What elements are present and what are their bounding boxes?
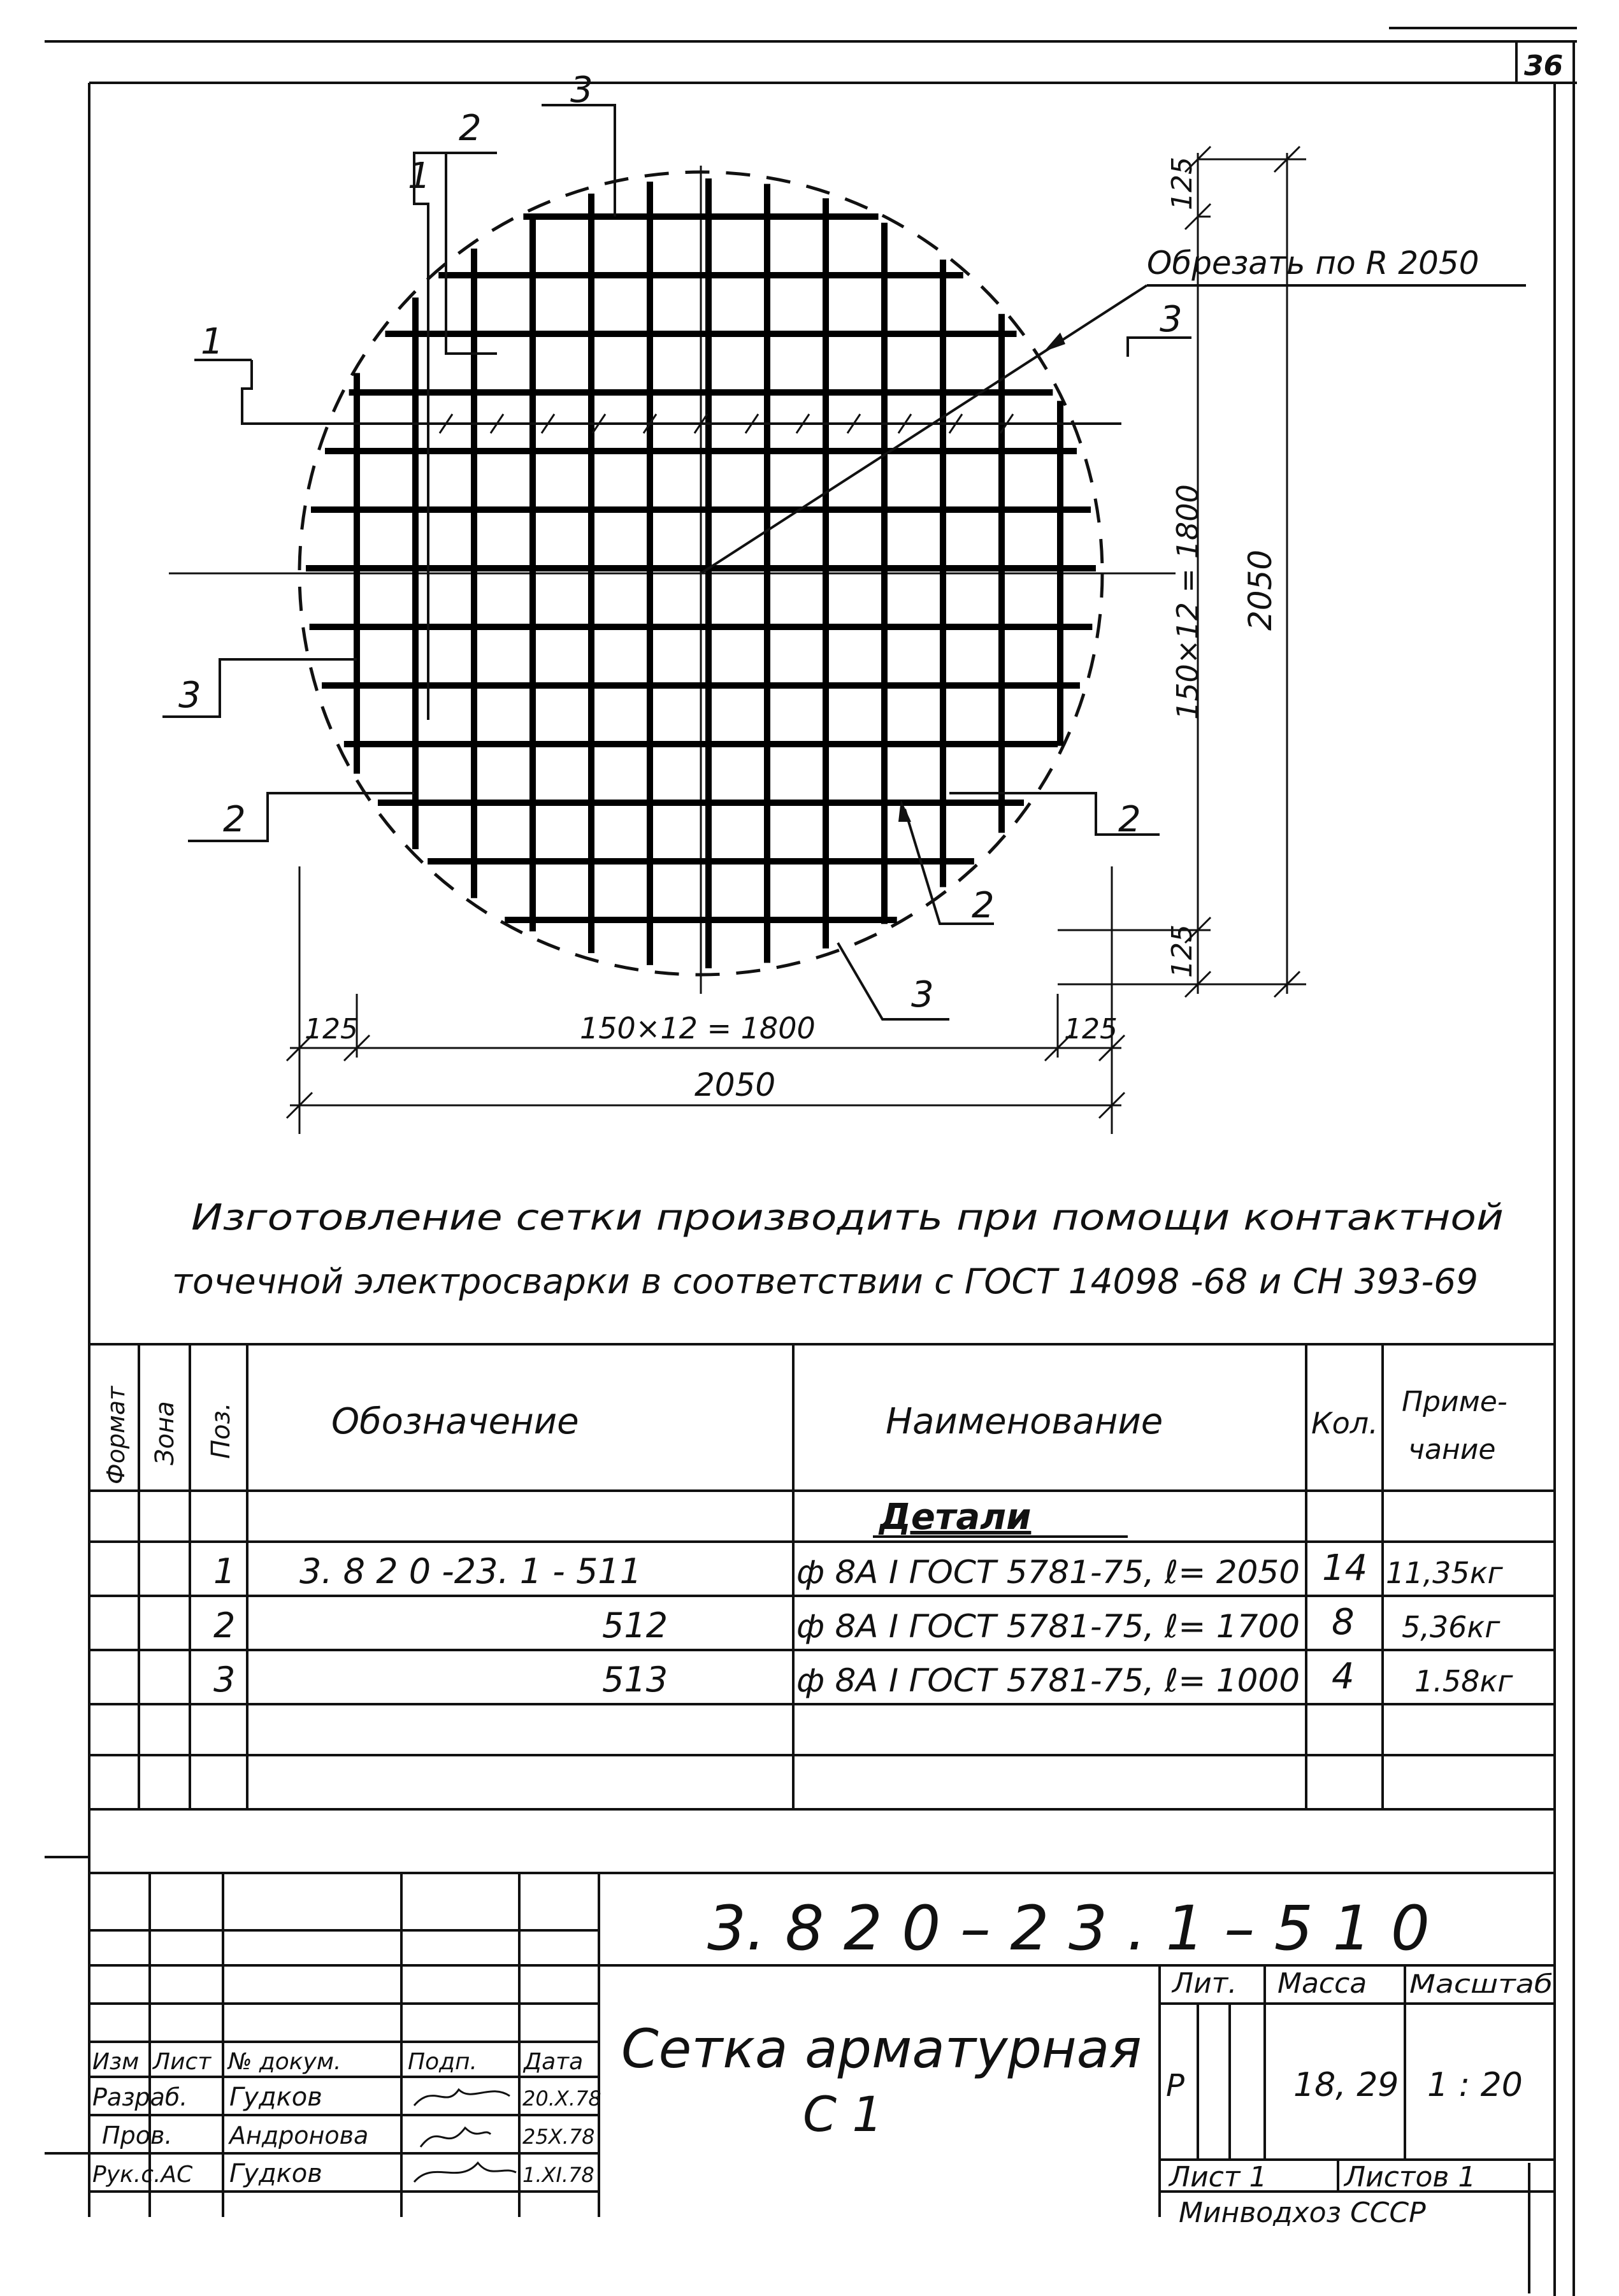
lit-label: Лит. xyxy=(1172,1967,1237,2000)
row-3-qty: 4 xyxy=(1332,1656,1355,1697)
title-line-2: С 1 xyxy=(803,2086,883,2142)
signature-3 xyxy=(414,2163,516,2182)
date-developer: 20.X.78 xyxy=(522,2086,601,2111)
mesh-drawing xyxy=(162,69,1526,1134)
name-head: Гудков xyxy=(229,2159,322,2188)
dim-left-125: 125 xyxy=(305,1013,358,1045)
mass-label: Масса xyxy=(1277,1967,1367,2000)
title-block xyxy=(45,1857,1555,2229)
doc-number: 3. 8 2 0 – 2 3 . 1 – 5 1 0 xyxy=(707,1893,1430,1964)
sheet-label: Лист 1 xyxy=(1169,2161,1267,2193)
page-number: 36 xyxy=(1524,50,1564,82)
pos-label-2-bottom: 2 xyxy=(972,885,995,926)
signature-1 xyxy=(414,2090,510,2106)
header-name: Наименование xyxy=(886,1401,1163,1442)
section-details: Детали xyxy=(879,1496,1032,1538)
dim-vertical-total: 2050 xyxy=(1242,549,1279,631)
row-2-designation: 512 xyxy=(602,1605,668,1646)
header-pos: Поз. xyxy=(206,1402,236,1459)
header-note-line1: Приме- xyxy=(1402,1386,1507,1418)
dim-right-125: 125 xyxy=(1064,1013,1118,1045)
header-designation: Обозначение xyxy=(331,1401,579,1442)
row-2-name: ф 8А I ГОСТ 5781-75, ℓ= 1700 xyxy=(796,1608,1300,1645)
col-list: Лист xyxy=(153,2049,212,2075)
row-1-note: 11,35кг xyxy=(1386,1556,1503,1590)
pos-label-1-upper: 1 xyxy=(408,155,431,197)
cut-note: Обрезать по R 2050 xyxy=(1147,245,1479,282)
pos-label-2-top: 2 xyxy=(459,108,482,149)
dim-bottom-125: 125 xyxy=(1166,924,1198,978)
row-3-designation: 513 xyxy=(602,1660,668,1700)
row-1-pos: 1 xyxy=(213,1551,236,1591)
lit-value: Р xyxy=(1166,2068,1184,2104)
col-izm: Изм xyxy=(92,2049,140,2075)
scale-value: 1 : 20 xyxy=(1427,2066,1523,2104)
pos-label-3-top: 3 xyxy=(570,69,593,111)
pos-label-3-left: 3 xyxy=(178,675,201,716)
dim-vertical-spacing: 150×12 = 1800 xyxy=(1170,484,1205,720)
name-developer: Гудков xyxy=(229,2083,322,2112)
header-format: Формат xyxy=(102,1386,130,1484)
dim-horizontal-total: 2050 xyxy=(694,1066,776,1103)
pos-label-3-bottom: 3 xyxy=(911,974,934,1015)
row-3-note: 1.58кг xyxy=(1414,1664,1513,1698)
pos-label-1-left: 1 xyxy=(201,321,224,362)
role-head: Рук.с.АС xyxy=(92,2162,193,2188)
scale-label: Масштаб xyxy=(1409,1970,1553,1999)
row-1-name: ф 8А I ГОСТ 5781-75, ℓ= 2050 xyxy=(796,1554,1300,1591)
role-checker: Пров. xyxy=(102,2121,173,2149)
mass-value: 18, 29 xyxy=(1293,2066,1399,2104)
note-line-2: точечной электросварки в соответствии с ГОСТ 14098 -68 и СН 393-69 xyxy=(172,1261,1478,1302)
col-doc: № докум. xyxy=(228,2049,342,2075)
col-date: Дата xyxy=(524,2049,584,2075)
header-note-line2: чание xyxy=(1408,1433,1496,1466)
header-qty: Кол. xyxy=(1311,1406,1378,1440)
name-checker: Андронова xyxy=(229,2121,369,2149)
sheets-label: Листов 1 xyxy=(1344,2161,1476,2193)
row-1-designation: 3. 8 2 0 -23. 1 - 511 xyxy=(299,1551,642,1591)
dim-top-125: 125 xyxy=(1166,157,1198,210)
pos-label-3-right: 3 xyxy=(1160,299,1183,340)
col-sign: Подп. xyxy=(408,2049,477,2075)
signature-2 xyxy=(421,2128,491,2147)
row-3-name: ф 8А I ГОСТ 5781-75, ℓ= 1000 xyxy=(796,1662,1300,1699)
row-3-pos: 3 xyxy=(213,1660,236,1700)
row-2-qty: 8 xyxy=(1332,1602,1355,1643)
date-head: 1.XI.78 xyxy=(522,2163,594,2187)
pos-label-2-left: 2 xyxy=(223,799,246,840)
dim-horizontal-spacing: 150×12 = 1800 xyxy=(580,1011,816,1045)
row-2-pos: 2 xyxy=(213,1605,236,1646)
date-checker: 25X.78 xyxy=(522,2125,595,2149)
title-line-1: Сетка арматурная xyxy=(621,2018,1142,2080)
note-line-1: Изготовление сетки производить при помощи контактной xyxy=(191,1197,1504,1238)
spec-table xyxy=(89,1344,1555,1873)
row-1-qty: 14 xyxy=(1322,1547,1368,1589)
pos-label-2-right: 2 xyxy=(1118,799,1141,840)
row-2-note: 5,36кг xyxy=(1402,1610,1500,1644)
organization: Минводхоз СССР xyxy=(1179,2197,1426,2229)
header-zone: Зона xyxy=(150,1401,180,1465)
role-developer: Разраб. xyxy=(92,2083,188,2111)
